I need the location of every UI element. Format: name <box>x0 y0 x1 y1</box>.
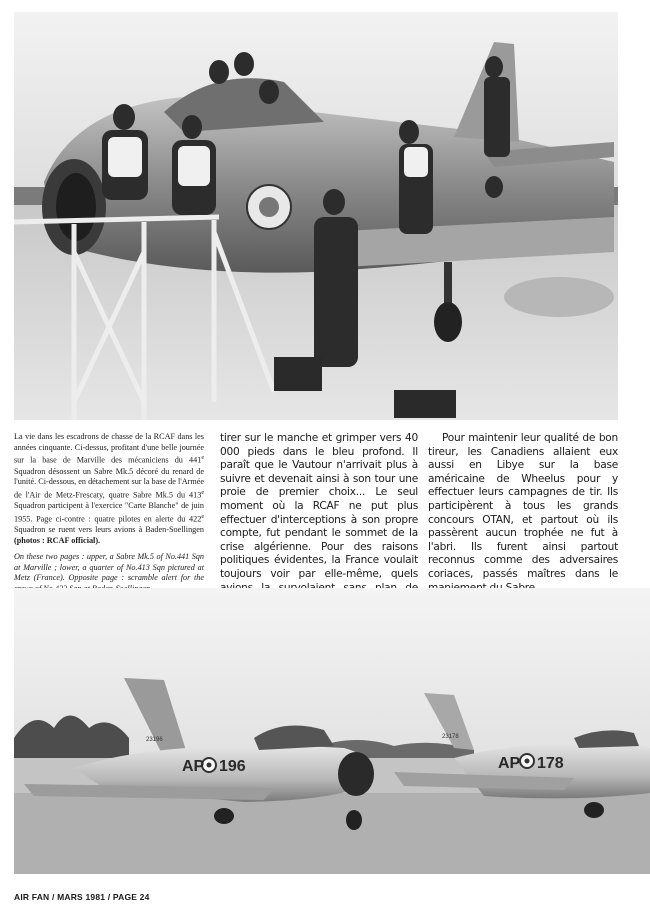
right-jet-number: 178 <box>537 755 564 772</box>
column-2-paragraph: tirer sur le manche et grimper vers 40 000 pieds dans le bleu profond. Il paraît que le Vautour n'arrivait plus à suivre et devenait ainsi à son tour une proie de premier choix... Le seul moment où la RCAF ne put plus effectuer d'interceptions à son propre compte, fut pendant le sommet de la crise algérienne. Pour des raisons politiques évidentes, la France voulait toujours voir par elle-même, quels <box>220 432 418 580</box>
page-footer: AIR FAN / MARS 1981 / PAGE 24 <box>14 892 150 902</box>
right-jet-tail-number: 23178 <box>442 734 459 740</box>
left-jet-number: 196 <box>219 758 246 775</box>
sabres-on-tarmac-illustration <box>14 588 650 874</box>
sabre-maintenance-illustration <box>14 12 618 420</box>
photo-credit: (photos : RCAF official). <box>14 535 101 545</box>
left-jet-tail-number: 23196 <box>146 737 163 743</box>
right-jet-code: AP <box>498 755 521 772</box>
top-photo-sabre-maintenance <box>14 12 618 420</box>
photo-caption <box>14 432 204 601</box>
column-3-paragraph-1: Pour maintenir leur qualité de bon tireur, les Canadiens allaient eux aussi en Libye sur la base américaine de Wheelus pour y effectuer leurs campagnes de tir. Ils participèrent à tous les grands concours OTAN, et partout où ils passèrent aucun trophée ne fut à l'abri. Ils furent ainsi partout reconnus comme des adversaires coriaces, passés maîtres dans le <box>428 432 618 580</box>
bottom-photo-sabres-metz <box>14 588 650 874</box>
left-jet-code: AP <box>182 758 205 775</box>
caption-english: On these two pages : upper, a Sabre Mk.5 of No.441 Sqn at Marville ; lower, a quarter of No.413 Sqn pictured at Metz (France). Opposite page : scramble alert for the <box>14 552 204 583</box>
article-column-2 <box>220 432 418 609</box>
caption-french: La vie dans les escadrons de chasse de la RCAF dans les années cinquante. Ci-dessus, profitant d'une belle journée sur la base de Marville des mécaniciens du 441e Squadron désossent un Sabre Mk.5 décoré du renard de l'unité. Ci-dessous, en détachement sur la base de l'Armée de l'Air de Metz-Frescaty, quatre Sabre Mk.5 du 413e Squadron participent à l'exercice "Carte Blanche" de juin 1955. Page ci-contre : quatre pilotes en alerte du 422e Squadron se ruent vers leurs avions à Baden-Soellingen (photos : RCAF official). <box>14 432 204 545</box>
